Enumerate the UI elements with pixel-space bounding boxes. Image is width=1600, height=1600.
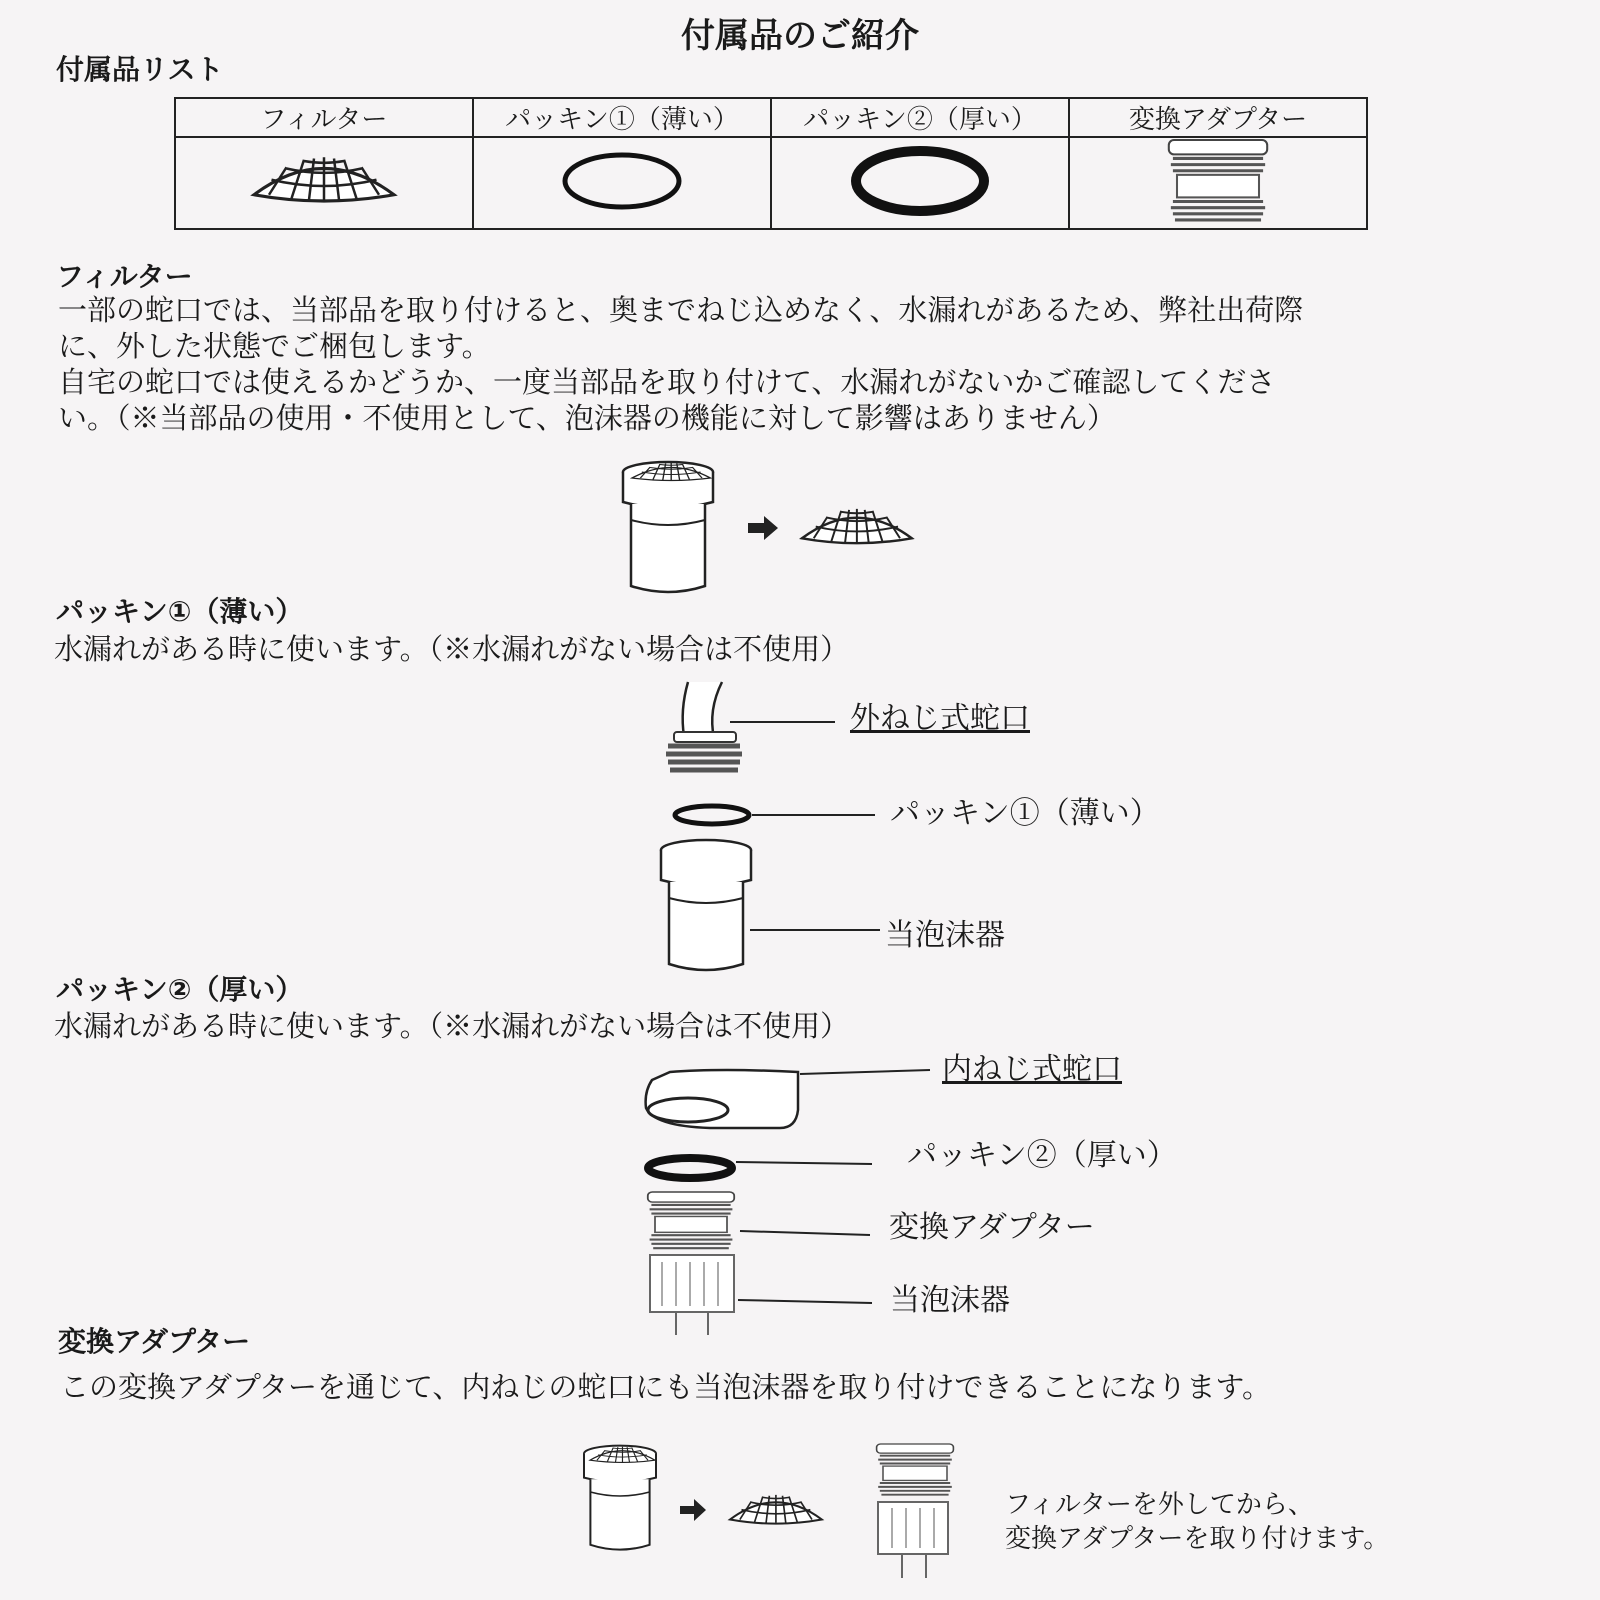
adapter-icon bbox=[1069, 137, 1367, 229]
col-thin-gasket-label: パッキン①（薄い） bbox=[473, 98, 771, 137]
thin-gasket-icon bbox=[473, 137, 771, 229]
adapter-install-illustration bbox=[580, 1440, 970, 1590]
adapter-note bbox=[1005, 1488, 1389, 1556]
accessory-list-heading: 付属品リスト bbox=[56, 53, 224, 86]
adapter-note-line-2: 変換アダプターを取り付けます。 bbox=[1005, 1524, 1390, 1554]
adapter-text: この変換アダプターを通じて、内ねじの蛇口にも当泡沫器を取り付けできることになります。 bbox=[60, 1370, 1272, 1404]
arrow-right-icon bbox=[680, 1499, 706, 1521]
aerator-label-2: 当泡沫器 bbox=[890, 1283, 1010, 1318]
aerator-icon bbox=[650, 1255, 734, 1335]
faucet-pipe bbox=[683, 682, 722, 738]
adapter-heading: 変換アダプター bbox=[58, 1325, 251, 1358]
filter-line-4: い。（※当部品の使用・不使用として、泡沫器の機能に対して影響はありません） bbox=[58, 401, 1116, 435]
external-thread-faucet-diagram bbox=[660, 680, 880, 985]
filter-description bbox=[58, 292, 1303, 436]
packing2-heading: パッキン②（厚い） bbox=[56, 973, 304, 1006]
adapter-icon bbox=[648, 1192, 734, 1248]
adapter-label: 変換アダプター bbox=[889, 1210, 1095, 1245]
col-adapter-label: 変換アダプター bbox=[1069, 98, 1367, 137]
thick-gasket-label: パッキン②（厚い） bbox=[907, 1138, 1177, 1173]
filter-removal-illustration bbox=[620, 458, 920, 598]
packing1-text: 水漏れがある時に使います。（※水漏れがない場合は不使用） bbox=[54, 632, 850, 666]
page-title: 付属品のご紹介 bbox=[681, 16, 919, 56]
filter-mesh-icon bbox=[175, 137, 473, 229]
filter-line-1: 一部の蛇口では、当部品を取り付けると、奥までねじ込めなく、水漏れがあるため、弊社出荷際 bbox=[58, 293, 1304, 327]
aerator-icon bbox=[878, 1502, 948, 1578]
thin-gasket-icon bbox=[675, 806, 749, 824]
aerator-label: 当泡沫器 bbox=[885, 918, 1005, 953]
adapter-icon bbox=[877, 1444, 954, 1495]
thin-gasket-label: パッキン①（薄い） bbox=[890, 796, 1160, 831]
aerator-icon bbox=[661, 840, 751, 970]
filter-line-2: に、外した状態でご梱包します。 bbox=[58, 329, 491, 363]
filter-mesh-icon bbox=[802, 509, 912, 543]
packing1-heading: パッキン①（薄い） bbox=[56, 595, 304, 628]
external-faucet-label: 外ねじ式蛇口 bbox=[850, 701, 1030, 736]
thick-gasket-icon bbox=[648, 1158, 732, 1178]
filter-line-3: 自宅の蛇口では使えるかどうか、一度当部品を取り付けて、水漏れがないかご確認してくださ bbox=[58, 365, 1276, 399]
thick-gasket-icon bbox=[771, 137, 1069, 229]
col-filter-label: フィルター bbox=[175, 98, 473, 137]
aerator-icon bbox=[623, 462, 713, 592]
arrow-right-icon bbox=[748, 516, 778, 540]
col-thick-gasket-label: パッキン②（厚い） bbox=[771, 98, 1069, 137]
adapter-note-line-1: フィルターを外してから、 bbox=[1005, 1490, 1314, 1520]
filter-heading: フィルター bbox=[56, 260, 193, 293]
accessory-table bbox=[174, 97, 1368, 230]
packing2-text: 水漏れがある時に使います。（※水漏れがない場合は不使用） bbox=[54, 1009, 850, 1043]
internal-faucet-label: 内ねじ式蛇口 bbox=[942, 1052, 1122, 1087]
filter-mesh-icon bbox=[730, 1495, 822, 1524]
